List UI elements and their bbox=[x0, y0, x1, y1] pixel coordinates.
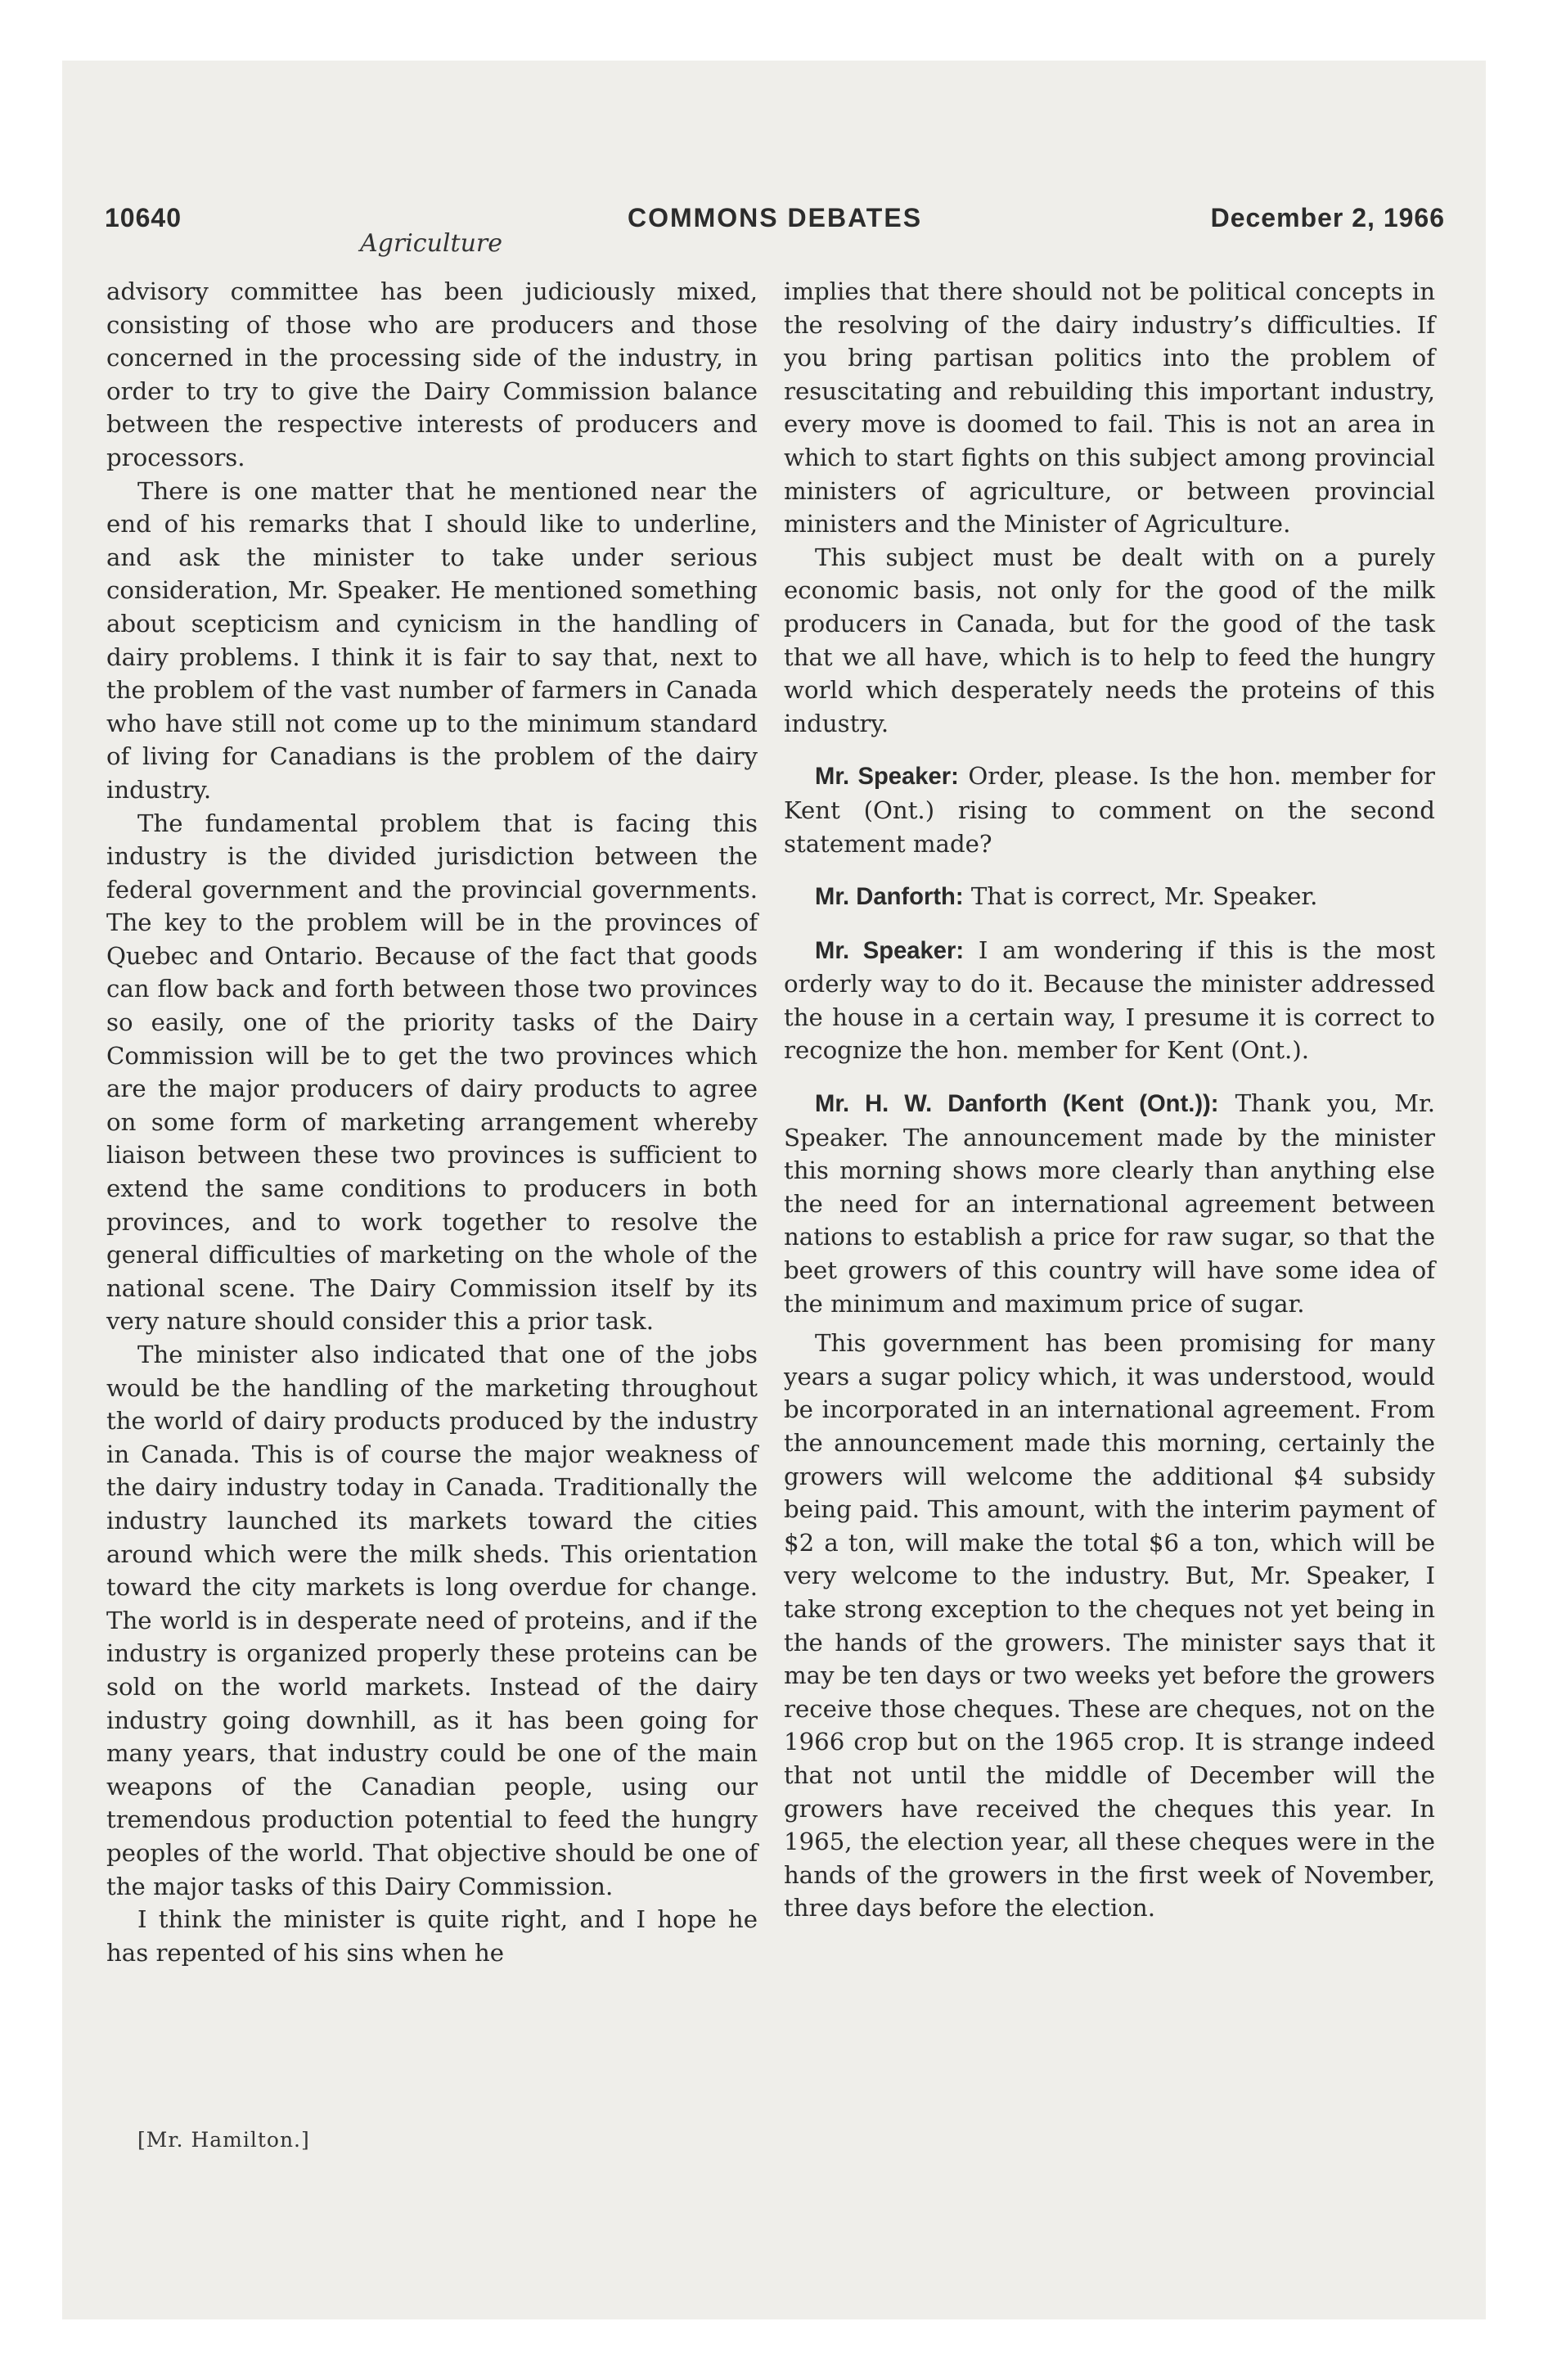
speech-text: Thank you, Mr. Speaker. The announcement made by the minister this morning shows more clearly than anything else the need for an international agreement between nations to establish a price for raw sugar, so that the beet growers of this country will have some idea of the minimum and maximum price of sugar. bbox=[784, 1089, 1435, 1318]
paragraph: There is one matter that he mentioned near the end of his remarks that I should like to underline, and ask the minister to take under serious consideration, Mr. Speaker. He mentioned something about scepticism and cynicism in the handling of dairy problems. I think it is fair to say that, next to the problem of the vast number of farmers in Canada who have still not come up to the minimum standard of living for Canadians is the problem of the dairy industry. bbox=[106, 476, 758, 804]
speech-text: I am wondering if this is the most orderly way to do it. Because the minister addressed the house in a certain way, I presume it is correct to recognize the hon. member for Kent (Ont.). bbox=[784, 935, 1436, 1065]
paragraph: I think the minister is quite right, and I hope he has repented of his sins when he bbox=[106, 1905, 758, 1967]
paragraph: The minister also indicated that one of the jobs would be the handling of the marketing throughout the world of dairy products produced by the industry in Canada. This is of course the major weakness of the dairy industry today in Canada. Traditionally the industry launched its markets toward the cities around which were the milk sheds. This orientation toward the city markets is long overdue for change. The world is in desperate need of proteins, and if the industry is organized properly these proteins can be sold on the world markets. Instead of the dairy industry going downhill, as it has been going for many years, that industry could be one of the main weapons of the Canadian people, using our tremendous production potential to feed the hungry peoples of the world. That objective should be one of the major tasks of this Dairy Commission. bbox=[106, 1341, 758, 1900]
page-number: 10640 bbox=[105, 203, 182, 232]
speech-text: That is correct, Mr. Speaker. bbox=[970, 882, 1318, 911]
speech bbox=[784, 760, 1435, 860]
speech-text: Order, please. Is the hon. member for Kent (Ont.) rising to comment on the second statement made? bbox=[784, 762, 1435, 858]
paragraph bbox=[784, 275, 1435, 541]
speaker-name: Mr. Speaker: bbox=[815, 764, 959, 791]
publication-date: December 2, 1966 bbox=[1210, 203, 1445, 232]
publication-title: COMMONS DEBATES bbox=[627, 203, 923, 232]
speech bbox=[784, 880, 1435, 914]
paragraph bbox=[784, 541, 1435, 741]
speaker-name: Mr. Danforth: bbox=[815, 884, 964, 911]
left-column bbox=[106, 275, 758, 1969]
speaker-footnote: [Mr. Hamilton.] bbox=[137, 2128, 310, 2152]
page-header bbox=[105, 195, 1445, 241]
paragraph-text: This government has been promising for many years a sugar policy which, it was understood, would be incorporated in an international agreement. From the announcement made this morning, certainly the growers will welcome the additional $4 subsidy being paid. This amount, with the interim payment of $2 a ton, will make the total $6 a ton, which will be very welcome to the industry. But, Mr. Speaker, I take strong exception to the cheques not yet being in the hands of the growers. The minister says that it may be ten days or two weeks yet before the growers receive those cheques. These are cheques, not on the 1966 crop but on the 1965 crop. It is strange indeed that not until the middle of December will the growers have received the cheques this year. In 1965, the election year, all these cheques were in the hands of the growers in the first week of November, three days before the election. bbox=[784, 1329, 1435, 1922]
right-column bbox=[784, 275, 1435, 1925]
paragraph-text: This subject must be dealt with on a purely economic basis, not only for the good of the milk producers in Canada, but for the good of the task that we all have, which is to help to feed the hungry world which desperately needs the proteins of this industry. bbox=[784, 543, 1435, 737]
speech bbox=[784, 934, 1435, 1067]
paragraph: The fundamental problem that is facing this industry is the divided jurisdiction between the federal government and the provincial governments. The key to the problem will be in the provinces of Quebec and Ontario. Because of the fact that goods can flow back and forth between those two provinces so easily, one of the priority tasks of the Dairy Commission will be to get the two provinces which are the major producers of dairy products to agree on some form of marketing arrangement whereby liaison between these two provinces is sufficient to extend the same conditions to producers in both provinces, and to work together to resolve the general difficulties of marketing on the whole of the national scene. The Dairy Commission itself by its very nature should consider this a prior task. bbox=[106, 809, 758, 1336]
paragraph: advisory committee has been judiciously mixed, consisting of those who are producers and those concerned in the processing side of the industry, in order to try to give the Dairy Commission balance between the respective interests of producers and processors. bbox=[106, 277, 758, 471]
paragraph bbox=[784, 1327, 1435, 1925]
speech bbox=[784, 1087, 1435, 1320]
section-heading: Agriculture bbox=[360, 229, 502, 258]
speaker-name: Mr. Speaker: bbox=[815, 937, 965, 964]
paragraph-text: implies that there should not be political concepts in the resolving of the dairy industry’s difficulties. If you bring partisan politics into the problem of resuscitating and rebuilding this important industry, every move is doomed to fail. This is not an area in which to start fights on this subject among provincial ministers of agriculture, or between provincial ministers and the Minister of Agriculture. bbox=[784, 277, 1435, 539]
speaker-name: Mr. H. W. Danforth (Kent (Ont.)): bbox=[815, 1091, 1219, 1118]
